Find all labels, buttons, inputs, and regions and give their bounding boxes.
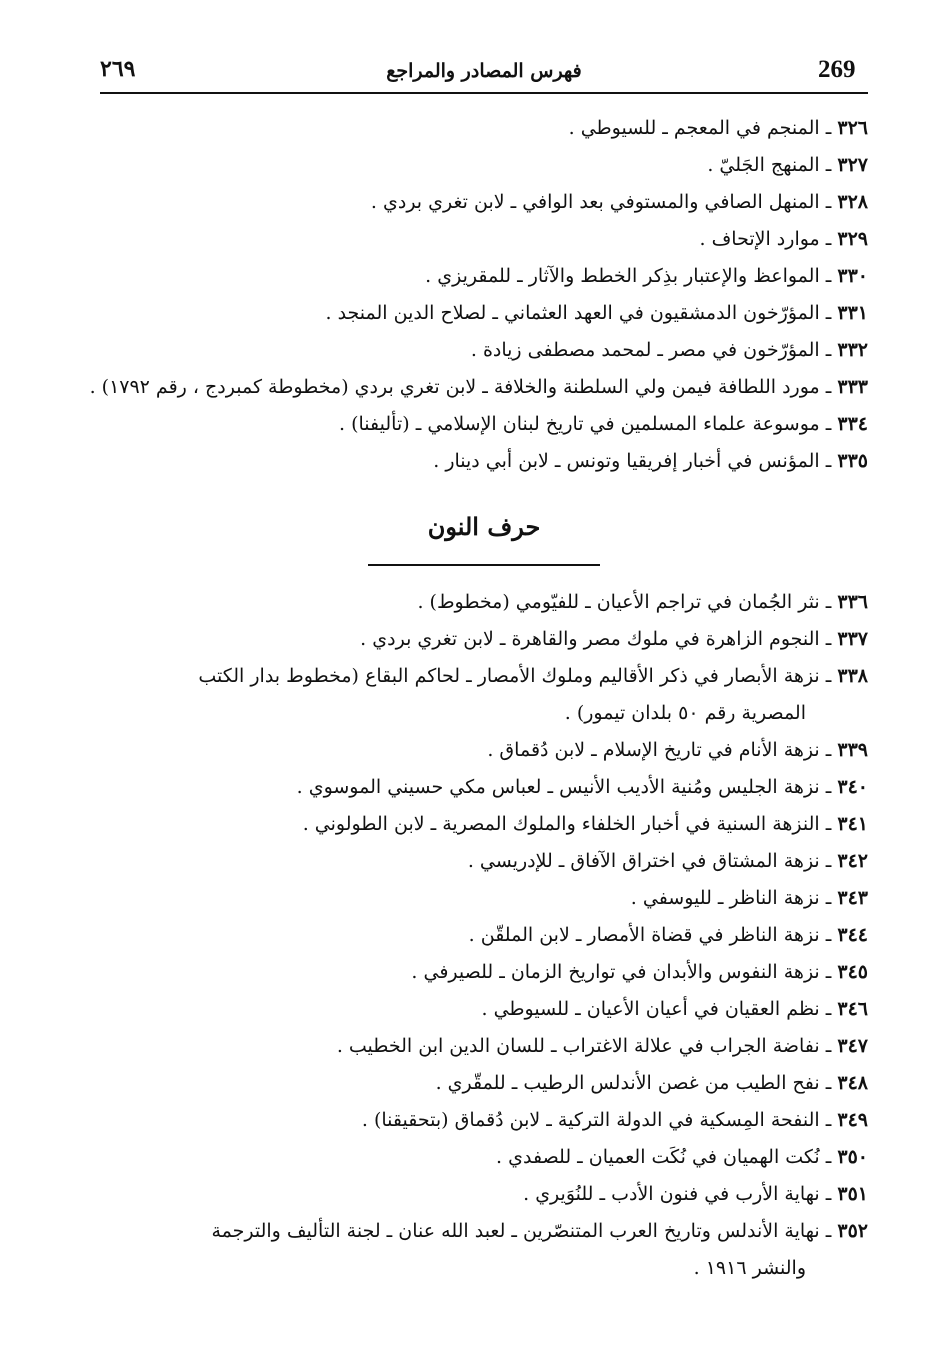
entry-text: المؤرّخون في مصر ـ لمحمد مصطفى زيادة .: [470, 339, 820, 361]
entry-text: النجوم الزاهرة في ملوك مصر والقاهرة ـ لابن تغري بردي .: [360, 628, 820, 650]
entry-text: نهاية الأندلس وتاريخ العرب المتنصّرين ـ لعبد الله عنان ـ لجنة التأليف والترجمة: [211, 1220, 820, 1242]
list-item: ٣٢٧ ـ المنهج الجَليّ .: [707, 154, 868, 176]
entry-text: نزهة الناظر ـ لليوسفي .: [630, 887, 820, 909]
entry-text: المنهج الجَليّ .: [707, 154, 820, 176]
entry-continuation: المصرية رقم ٥٠ بلدان تيمور) .: [564, 702, 806, 724]
entry-number: ٣٣٩: [837, 739, 868, 761]
page-number-arabic: ٢٦٩: [100, 56, 136, 82]
entries-list-noon: [100, 584, 868, 1287]
entry-number: ٣٤٦: [837, 998, 868, 1020]
list-item: ٣٣٥ ـ المؤنس في أخبار إفريقيا وتونس ـ لابن أبي دينار .: [433, 450, 868, 472]
entry-text: نُكت الهميان في نُكَت العميان ـ للصفدي .: [496, 1146, 820, 1168]
entry-text: المؤنس في أخبار إفريقيا وتونس ـ لابن أبي دينار .: [433, 450, 820, 472]
entry-number: ٣٣٦: [837, 591, 868, 613]
entry-number: ٣٢٧: [837, 154, 868, 176]
entry-text: موارد الإتحاف .: [699, 228, 820, 250]
entry-number: ٣٤٧: [837, 1035, 868, 1057]
entry-text: النزهة السنية في أخبار الخلفاء والملوك المصرية ـ لابن الطولوني .: [302, 813, 820, 835]
entry-number: ٣٤٩: [837, 1109, 868, 1131]
entry-number: ٣٣٤: [837, 413, 868, 435]
entry-text: نزهة الأنام في تاريخ الإسلام ـ لابن دُقماق .: [487, 739, 820, 761]
list-item: ٣٣٩ ـ نزهة الأنام في تاريخ الإسلام ـ لابن دُقماق .: [487, 739, 868, 761]
entry-text: نزهة الجليس ومُنية الأديب الأنيس ـ لعباس مكي حسيني الموسوي .: [296, 776, 820, 798]
section-title: حرف النون: [427, 512, 541, 541]
entry-text: نفاضة الجراب في علالة الاغتراب ـ للسان الدين ابن الخطيب .: [336, 1035, 820, 1057]
entry-number: ٣٢٦: [837, 117, 868, 139]
entry-continuation: والنشر ١٩١٦ .: [693, 1257, 806, 1279]
entry-number: ٣٥١: [837, 1183, 868, 1205]
entry-text: المنهل الصافي والمستوفي بعد الوافي ـ لابن تغري بردي .: [370, 191, 820, 213]
entries-list-meem: [89, 110, 868, 480]
entry-number: ٣٥٠: [837, 1146, 868, 1168]
entry-number: ٣٣٠: [837, 265, 868, 287]
entry-number: ٣٣٥: [837, 450, 868, 472]
list-item: ٣٣٨ ـ نزهة الأبصار في ذكر الأقاليم وملوك الأمصار ـ لحاكم البقاع (مخطوط بدار الكتب المصرية رقم ٥٠ بلدان تيمور) .: [100, 658, 868, 732]
entry-text: المنجم في المعجم ـ للسيوطي .: [568, 117, 820, 139]
list-item: ٣٣٧ ـ النجوم الزاهرة في ملوك مصر والقاهرة ـ لابن تغري بردي .: [360, 628, 868, 650]
entry-text: نزهة الناظر في قضاة الأمصار ـ لابن الملقّن .: [468, 924, 820, 946]
entry-number: ٣٤٤: [837, 924, 868, 946]
entry-text: المواعظ والإعتبار بذِكر الخطط والآثار ـ للمقريزي .: [425, 265, 820, 287]
section-rule: [368, 564, 600, 566]
entry-text: نهاية الأرب في فنون الأدب ـ للنُوَيري .: [523, 1183, 820, 1205]
list-item: ٣٤٠ ـ نزهة الجليس ومُنية الأديب الأنيس ـ لعباس مكي حسيني الموسوي .: [296, 776, 868, 798]
list-item: ٣٥٠ ـ نُكت الهميان في نُكَت العميان ـ للصفدي .: [496, 1146, 868, 1168]
entry-text: النفحة المِسكية في الدولة التركية ـ لابن دُقماق (بتحقيقنا) .: [361, 1109, 820, 1131]
entry-text: نزهة المشتاق في اختراق الآفاق ـ للإدريسي .: [467, 850, 820, 872]
entry-number: ٣٤٢: [837, 850, 868, 872]
list-item: ٣٤٤ ـ نزهة الناظر في قضاة الأمصار ـ لابن الملقّن .: [468, 924, 868, 946]
list-item: ٣٤٢ ـ نزهة المشتاق في اختراق الآفاق ـ للإدريسي .: [467, 850, 868, 872]
header-rule: [100, 92, 868, 94]
entry-number: ٣٣٢: [837, 339, 868, 361]
list-item: ٣٤٨ ـ نفح الطيب من غصن الأندلس الرطيب ـ للمقّري .: [435, 1072, 868, 1094]
list-item: ٣٣٣ ـ مورد اللطافة فيمن ولي السلطنة والخلافة ـ لابن تغري بردي (مخطوطة كمبردج ، رقم ١٧٩٢) .: [89, 376, 868, 398]
list-item: ٣٤٩ ـ النفحة المِسكية في الدولة التركية ـ لابن دُقماق (بتحقيقنا) .: [361, 1109, 868, 1131]
list-item: ٣٢٩ ـ موارد الإتحاف .: [699, 228, 868, 250]
entry-number: ٣٣٨: [837, 665, 868, 687]
entry-text: نفح الطيب من غصن الأندلس الرطيب ـ للمقّري .: [435, 1072, 820, 1094]
entry-number: ٣٤٨: [837, 1072, 868, 1094]
list-item: ٣٣١ ـ المؤرّخون الدمشقيون في العهد العثماني ـ لصلاح الدين المنجد .: [325, 302, 868, 324]
list-item: ٣٣٢ ـ المؤرّخون في مصر ـ لمحمد مصطفى زيادة .: [470, 339, 868, 361]
entry-number: ٣٣١: [837, 302, 868, 324]
list-item: ٣٣٦ ـ نثر الجُمان في تراجم الأعيان ـ للفيّومي (مخطوط) .: [417, 591, 868, 613]
list-item: ٣٤٣ ـ نزهة الناظر ـ لليوسفي .: [630, 887, 868, 909]
list-item: ٣٢٦ ـ المنجم في المعجم ـ للسيوطي .: [568, 117, 868, 139]
list-item: ٣٢٨ ـ المنهل الصافي والمستوفي بعد الوافي ـ لابن تغري بردي .: [370, 191, 868, 213]
page-header: [100, 54, 868, 92]
list-item: ٣٤٦ ـ نظم العقيان في أعيان الأعيان ـ للسيوطي .: [481, 998, 868, 1020]
entry-text: نزهة النفوس والأبدان في تواريخ الزمان ـ للصيرفي .: [411, 961, 820, 983]
entry-text: نثر الجُمان في تراجم الأعيان ـ للفيّومي (مخطوط) .: [417, 591, 820, 613]
list-item: ٣٤٥ ـ نزهة النفوس والأبدان في تواريخ الزمان ـ للصيرفي .: [411, 961, 868, 983]
entry-text: موسوعة علماء المسلمين في تاريخ لبنان الإسلامي ـ (تأليفنا) .: [339, 413, 820, 435]
entry-number: ٣٣٧: [837, 628, 868, 650]
entry-number: ٣٤٣: [837, 887, 868, 909]
entry-number: ٣٤٥: [837, 961, 868, 983]
list-item: ٣٥١ ـ نهاية الأرب في فنون الأدب ـ للنُوَيري .: [523, 1183, 868, 1205]
entry-number: ٣٤١: [837, 813, 868, 835]
entry-text: نزهة الأبصار في ذكر الأقاليم وملوك الأمصار ـ لحاكم البقاع (مخطوط بدار الكتب: [198, 665, 820, 687]
list-item: ٣٤١ ـ النزهة السنية في أخبار الخلفاء والملوك المصرية ـ لابن الطولوني .: [302, 813, 868, 835]
list-item: ٣٣٠ ـ المواعظ والإعتبار بذِكر الخطط والآثار ـ للمقريزي .: [425, 265, 868, 287]
entry-number: ٣٤٠: [837, 776, 868, 798]
entry-text: المؤرّخون الدمشقيون في العهد العثماني ـ لصلاح الدين المنجد .: [325, 302, 820, 324]
entry-number: ٣٥٢: [837, 1220, 868, 1242]
list-item: ٣٣٤ ـ موسوعة علماء المسلمين في تاريخ لبنان الإسلامي ـ (تأليفنا) .: [339, 413, 868, 435]
entry-number: ٣٢٨: [837, 191, 868, 213]
entry-text: نظم العقيان في أعيان الأعيان ـ للسيوطي .: [481, 998, 820, 1020]
list-item: ٣٥٢ ـ نهاية الأندلس وتاريخ العرب المتنصّرين ـ لعبد الله عنان ـ لجنة التأليف والترجمة والنشر ١٩١٦ .: [100, 1213, 868, 1287]
entry-text: مورد اللطافة فيمن ولي السلطنة والخلافة ـ لابن تغري بردي (مخطوطة كمبردج ، رقم ١٧٩٢) .: [89, 376, 820, 398]
entry-number: ٣٣٣: [837, 376, 868, 398]
entry-number: ٣٢٩: [837, 228, 868, 250]
running-title: فهرس المصادر والمراجع: [386, 60, 582, 82]
list-item: ٣٤٧ ـ نفاضة الجراب في علالة الاغتراب ـ للسان الدين ابن الخطيب .: [336, 1035, 868, 1057]
page-number-latin: 269: [818, 56, 856, 83]
